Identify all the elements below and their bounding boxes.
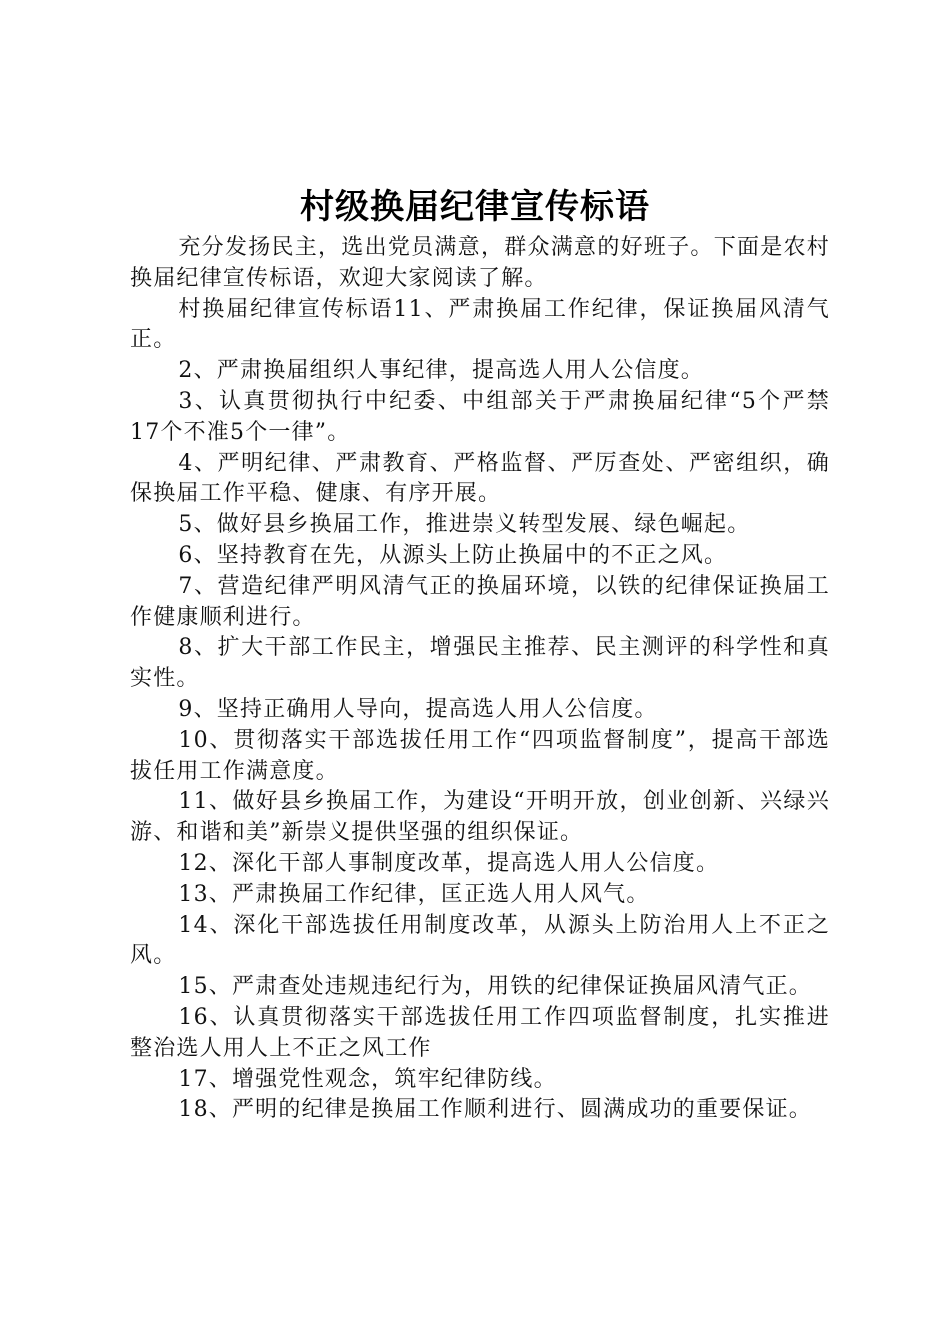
paragraph-slogan-18: 18、严明的纪律是换届工作顺利进行、圆满成功的重要保证。 [178, 1097, 812, 1123]
paragraph-slogan-3: 3、认真贯彻执行中纪委、中组部关于严肃换届纪律“5个严禁17个不准5个一律”。 [130, 388, 830, 445]
paragraph-slogan-10: 10、贯彻落实干部选拔任用工作“四项监督制度”，提高干部选拔任用工作满意度。 [130, 727, 830, 784]
paragraph-slogan-13: 13、严肃换届工作纪律，匡正选人用人风气。 [178, 881, 650, 907]
paragraph-slogan-2: 2、严肃换届组织人事纪律，提高选人用人公信度。 [178, 358, 704, 384]
paragraph-slogan-5: 5、做好县乡换届工作，推进崇义转型发展、绿色崛起。 [178, 512, 751, 538]
paragraph-slogan-17: 17、增强党性观念，筑牢纪律防线。 [178, 1066, 557, 1092]
paragraph-slogan-6: 6、坚持教育在先，从源头上防止换届中的不正之风。 [178, 542, 728, 568]
document-title: 村级换届纪律宣传标语 [300, 187, 650, 227]
paragraph-slogan-7: 7、营造纪律严明风清气正的换届环境，以铁的纪律保证换届工作健康顺利进行。 [130, 573, 830, 630]
paragraph-slogan-16: 16、认真贯彻落实干部选拔任用工作四项监督制度，扎实推进整治选人用人上不正之风工作 [130, 1004, 830, 1061]
paragraph-slogan-14: 14、深化干部选拔任用制度改革，从源头上防治用人上不正之风。 [130, 912, 830, 969]
paragraph-slogan-8: 8、扩大干部工作民主，增强民主推荐、民主测评的科学性和真实性。 [130, 635, 830, 692]
paragraph-slogan-15: 15、严肃查处违规违纪行为，用铁的纪律保证换届风清气正。 [178, 974, 812, 1000]
paragraph-slogan-12: 12、深化干部人事制度改革，提高选人用人公信度。 [178, 850, 720, 876]
paragraph-slogan-1: 村换届纪律宣传标语11、严肃换届工作纪律，保证换届风清气正。 [130, 296, 830, 353]
paragraph-slogan-9: 9、坚持正确用人导向，提高选人用人公信度。 [178, 696, 658, 722]
document-body [130, 233, 830, 1126]
paragraph-intro: 充分发扬民主，选出党员满意，群众满意的好班子。下面是农村换届纪律宣传标语，欢迎大家阅读了解。 [130, 235, 830, 291]
paragraph-slogan-4: 4、严明纪律、严肃教育、严格监督、严厉查处、严密组织，确保换届工作平稳、健康、有序开展。 [130, 450, 830, 507]
paragraph-slogan-11: 11、做好县乡换届工作，为建设“开明开放，创业创新、兴绿兴游、和谐和美”新崇义提供坚强的组织保证。 [130, 789, 830, 846]
